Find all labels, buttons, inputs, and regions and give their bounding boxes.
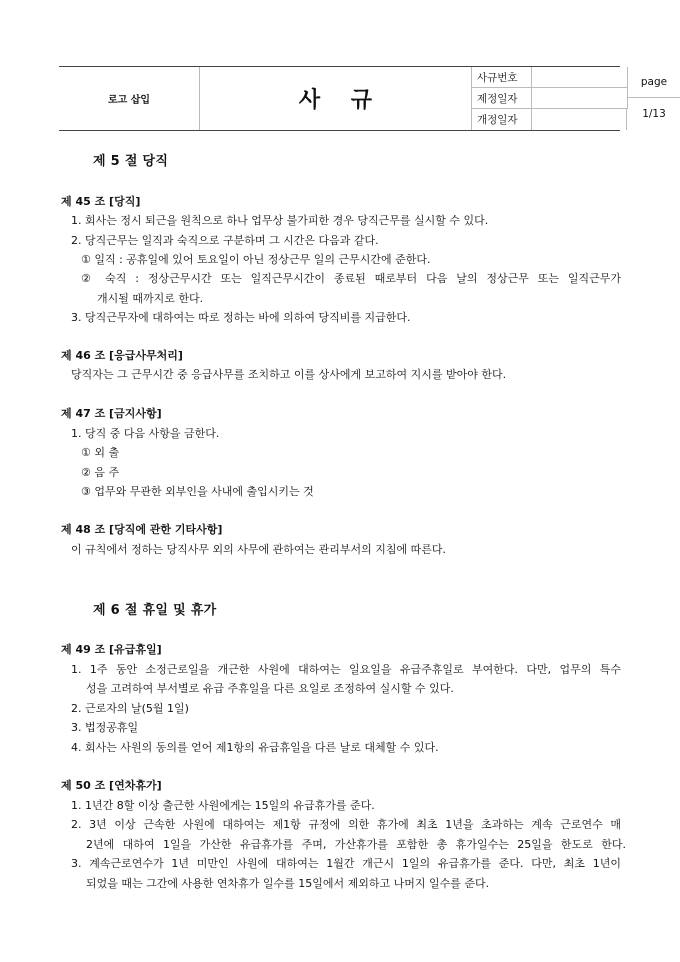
article-line: 3. 계속근로연수가 1년 미만인 사원에 대하여는 1월간 개근시 1일의 유급휴가를 준다. 다만, 최초 1년이 [71,857,621,870]
page-number: 1/13 [642,108,666,120]
article-line: ① 일직 : 공휴일에 있어 토요일이 아닌 정상근무 일의 근무시간에 준한다. [81,253,431,266]
revision-date-label: 개정일자 [472,109,532,130]
article-line: 4. 회사는 사원의 동의를 얻어 제1항의 유급휴일을 다른 날로 대체할 수 있다. [71,741,439,754]
article-title: 제 48 조 [당직에 관한 기타사항] [61,523,223,536]
article-line: ③ 업무와 무관한 외부인을 사내에 출입시키는 것 [81,485,314,498]
article-title: 제 49 조 [유급휴일] [61,643,162,656]
article-line: 1. 회사는 정시 퇴근을 원칙으로 하나 업무상 불가피한 경우 당직근무를 실시할 수 있다. [71,214,489,227]
article-title: 제 50 조 [연차휴가] [61,779,162,792]
logo-placeholder: 로고 삽입 [59,67,200,130]
document-header [59,66,668,131]
article-line: 성을 고려하여 부서별로 유급 주휴일을 다른 요일로 조정하여 실시할 수 있다. [86,682,454,695]
section-title: 제 6 절 휴일 및 휴가 [93,603,217,618]
enactment-date-value [532,88,628,109]
section-title: 제 5 절 당직 [93,154,169,169]
article-line: 이 규칙에서 정하는 당직사무 외의 사무에 관하여는 관리부서의 지침에 따른다. [71,543,446,556]
article-line: 개시될 때까지로 한다. [97,292,204,305]
revision-date-value [532,109,627,130]
article-line: ② 음 주 [81,466,120,479]
article-line: 2. 3년 이상 근속한 사원에 대하여는 제1항 규정에 의한 휴가에 최초 1년을 초과하는 계속 근로연수 매 [71,818,621,831]
article-line: 2. 당직근무는 일직과 숙직으로 구분하며 그 시간은 다음과 같다. [71,234,379,247]
article-line: 2년에 대하여 1일을 가산한 유급휴가를 주며, 가산휴가를 포함한 총 휴가일수는 25일을 한도로 한다. [86,838,626,851]
article-line: 1. 1년간 8할 이상 출근한 사원에게는 15일의 유급휴가를 준다. [71,799,375,812]
article-line: ① 외 출 [81,446,120,459]
enactment-date-label: 제정일자 [472,88,532,109]
article-title: 제 47 조 [금지사항] [61,407,162,420]
article-line: 되었을 때는 그간에 사용한 연차휴가 일수를 15일에서 제외하고 나머지 일수를 준다. [86,877,490,890]
article-line: 3. 법정공휴일 [71,721,139,734]
page-label: page [628,67,680,98]
article-title: 제 45 조 [당직] [61,195,141,208]
article-line: ② 숙직 : 정상근무시간 또는 일직근무시간이 종료된 때로부터 다음 날의 정상근무 또는 일직근무가 [81,272,621,285]
article-line: 2. 근로자의 날(5월 1일) [71,702,189,715]
article-line: 3. 당직근무자에 대하여는 따로 정하는 바에 의하여 당직비를 지급한다. [71,311,411,324]
article-line: 당직자는 그 근무시간 중 응급사무를 조치하고 이를 상사에게 보고하여 지시를 받아야 한다. [71,368,507,381]
regulation-number-label: 사규번호 [472,67,532,88]
article-line: 1. 당직 중 다음 사항을 금한다. [71,427,220,440]
article-title: 제 46 조 [응급사무처리] [61,349,183,362]
regulation-number-value [532,67,628,88]
document-title: 사 규 [200,67,472,130]
article-line: 1. 1주 동안 소정근로일을 개근한 사원에 대하여는 일요일을 유급주휴일로 부여한다. 다만, 업무의 특수 [71,663,621,676]
